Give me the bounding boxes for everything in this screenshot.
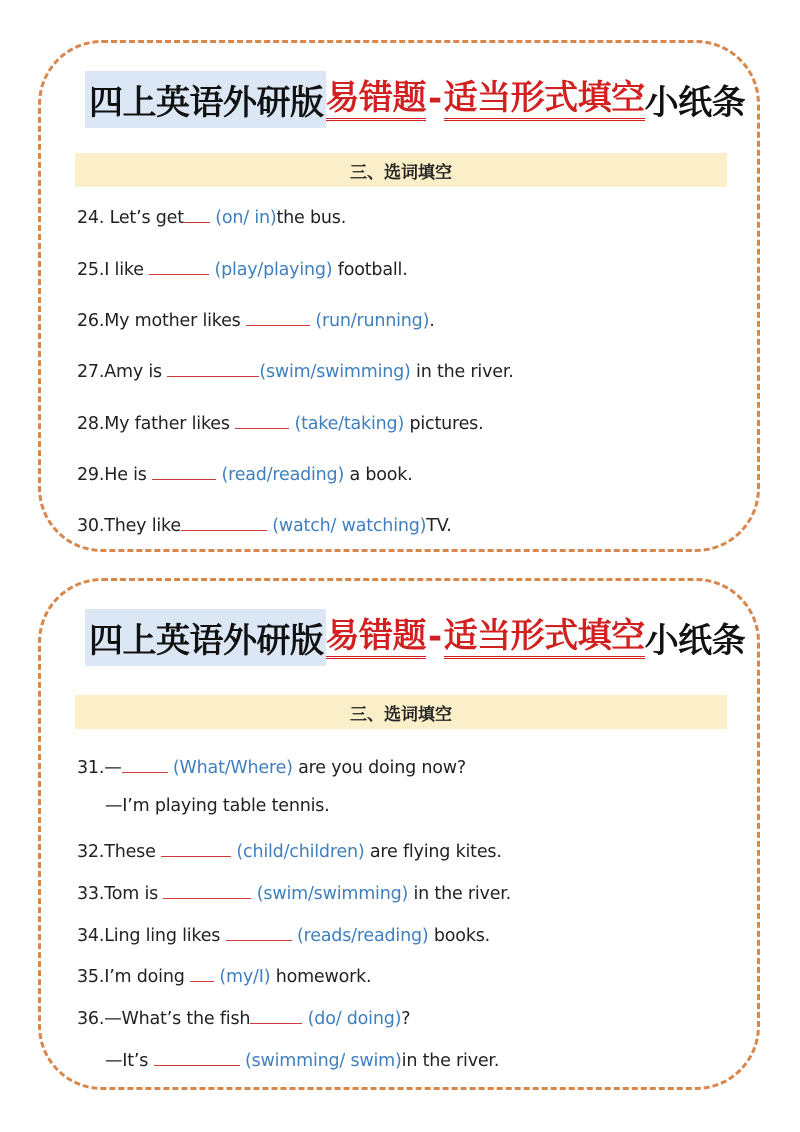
title-red-part: 适当形式填空 bbox=[444, 78, 645, 121]
question-number: 36. bbox=[77, 1009, 105, 1029]
answer-blank[interactable] bbox=[181, 512, 267, 531]
answer-options: (swim/swimming) bbox=[259, 362, 411, 382]
answer-options: (do/ doing) bbox=[307, 1009, 402, 1029]
question-number: 30. bbox=[77, 516, 105, 536]
question-text: TV. bbox=[426, 516, 452, 536]
question-number: 34. bbox=[77, 926, 105, 946]
answer-options: (read/reading) bbox=[221, 465, 345, 485]
answer-blank[interactable] bbox=[226, 922, 292, 941]
question-text: —It’s bbox=[105, 1051, 149, 1071]
answer-options: (child/children) bbox=[236, 842, 365, 862]
question-number: 26. bbox=[77, 311, 105, 331]
question-number: 33. bbox=[77, 884, 105, 904]
question-text: are you doing now? bbox=[292, 758, 466, 778]
question-text: —What’s the fish bbox=[104, 1009, 251, 1029]
question-text: My father likes bbox=[104, 414, 230, 434]
answer-blank[interactable] bbox=[167, 358, 259, 377]
worksheet-card-2 bbox=[38, 578, 760, 1090]
question-text: Amy is bbox=[104, 362, 162, 382]
question-number: 29. bbox=[77, 465, 105, 485]
question-32 bbox=[77, 838, 502, 862]
question-25 bbox=[77, 256, 408, 280]
question-31-answer bbox=[105, 796, 330, 816]
answer-blank[interactable] bbox=[235, 410, 289, 429]
answer-options: (on/ in) bbox=[215, 208, 277, 228]
question-30 bbox=[77, 512, 452, 536]
question-number: 32. bbox=[77, 842, 105, 862]
question-text: in the river. bbox=[408, 884, 512, 904]
question-31 bbox=[77, 754, 466, 778]
title-highlight: 四上英语外研版 bbox=[85, 609, 326, 666]
answer-options: (my/I) bbox=[219, 967, 271, 987]
title-dash: - bbox=[428, 79, 442, 119]
question-text: homework. bbox=[270, 967, 372, 987]
answer-blank[interactable] bbox=[250, 1005, 302, 1024]
question-text: — bbox=[104, 758, 122, 778]
answer-options: (swimming/ swim) bbox=[244, 1051, 402, 1071]
question-text: I’m doing bbox=[104, 967, 185, 987]
question-text: . bbox=[429, 311, 435, 331]
title-highlight: 四上英语外研版 bbox=[85, 71, 326, 128]
question-text: ? bbox=[401, 1009, 411, 1029]
question-text: These bbox=[104, 842, 156, 862]
answer-blank[interactable] bbox=[149, 256, 209, 275]
card-title bbox=[85, 73, 745, 125]
worksheet-card-1 bbox=[38, 40, 760, 552]
answer-blank[interactable] bbox=[161, 838, 231, 857]
answer-options: (watch/ watching) bbox=[272, 516, 427, 536]
answer-options: (swim/swimming) bbox=[256, 884, 409, 904]
title-red-part: 易错题 bbox=[326, 616, 427, 659]
question-number: 24. bbox=[77, 208, 105, 228]
card-title bbox=[85, 611, 745, 663]
answer-blank[interactable] bbox=[154, 1047, 240, 1066]
answer-blank[interactable] bbox=[163, 880, 251, 899]
question-27 bbox=[77, 358, 514, 382]
question-text: They like bbox=[104, 516, 181, 536]
question-text: the bus. bbox=[276, 208, 347, 228]
title-red-part: 适当形式填空 bbox=[444, 616, 645, 659]
answer-blank[interactable] bbox=[152, 461, 216, 480]
question-text: are flying kites. bbox=[364, 842, 502, 862]
answer-options: (take/taking) bbox=[294, 414, 405, 434]
question-number: 35. bbox=[77, 967, 105, 987]
question-text: in the river. bbox=[401, 1051, 500, 1071]
question-text: My mother likes bbox=[104, 311, 241, 331]
question-text: He is bbox=[104, 465, 147, 485]
answer-blank[interactable] bbox=[246, 307, 310, 326]
title-suffix: 小纸条 bbox=[644, 82, 746, 123]
answer-options: (run/running) bbox=[315, 311, 430, 331]
section-heading: 三、选词填空 bbox=[75, 695, 727, 729]
question-35 bbox=[77, 963, 371, 987]
question-text: pictures. bbox=[404, 414, 484, 434]
question-text: books. bbox=[428, 926, 491, 946]
question-26 bbox=[77, 307, 435, 331]
question-text: Tom is bbox=[104, 884, 159, 904]
question-number: 25. bbox=[77, 260, 105, 280]
question-34 bbox=[77, 922, 490, 946]
answer-options: (What/Where) bbox=[172, 758, 293, 778]
section-heading: 三、选词填空 bbox=[75, 153, 727, 187]
question-36-answer bbox=[105, 1047, 499, 1071]
question-number: 28. bbox=[77, 414, 105, 434]
answer-options: (play/playing) bbox=[214, 260, 333, 280]
question-29 bbox=[77, 461, 413, 485]
question-text: Ling ling likes bbox=[104, 926, 221, 946]
answer-blank[interactable] bbox=[122, 754, 168, 773]
question-33 bbox=[77, 880, 511, 904]
question-text: football. bbox=[332, 260, 408, 280]
answer-blank[interactable] bbox=[184, 204, 210, 223]
title-dash: - bbox=[428, 617, 442, 657]
question-text: Let’s get bbox=[109, 208, 184, 228]
question-28 bbox=[77, 410, 483, 434]
title-suffix: 小纸条 bbox=[644, 620, 746, 661]
question-text: —I’m playing table tennis. bbox=[105, 796, 330, 816]
question-text: in the river. bbox=[410, 362, 514, 382]
question-text: I like bbox=[104, 260, 144, 280]
question-number: 27. bbox=[77, 362, 105, 382]
question-24 bbox=[77, 204, 346, 228]
title-red-part: 易错题 bbox=[326, 78, 427, 121]
answer-options: (reads/reading) bbox=[296, 926, 429, 946]
question-number: 31. bbox=[77, 758, 105, 778]
question-text: a book. bbox=[344, 465, 413, 485]
question-36 bbox=[77, 1005, 410, 1029]
answer-blank[interactable] bbox=[190, 963, 214, 982]
